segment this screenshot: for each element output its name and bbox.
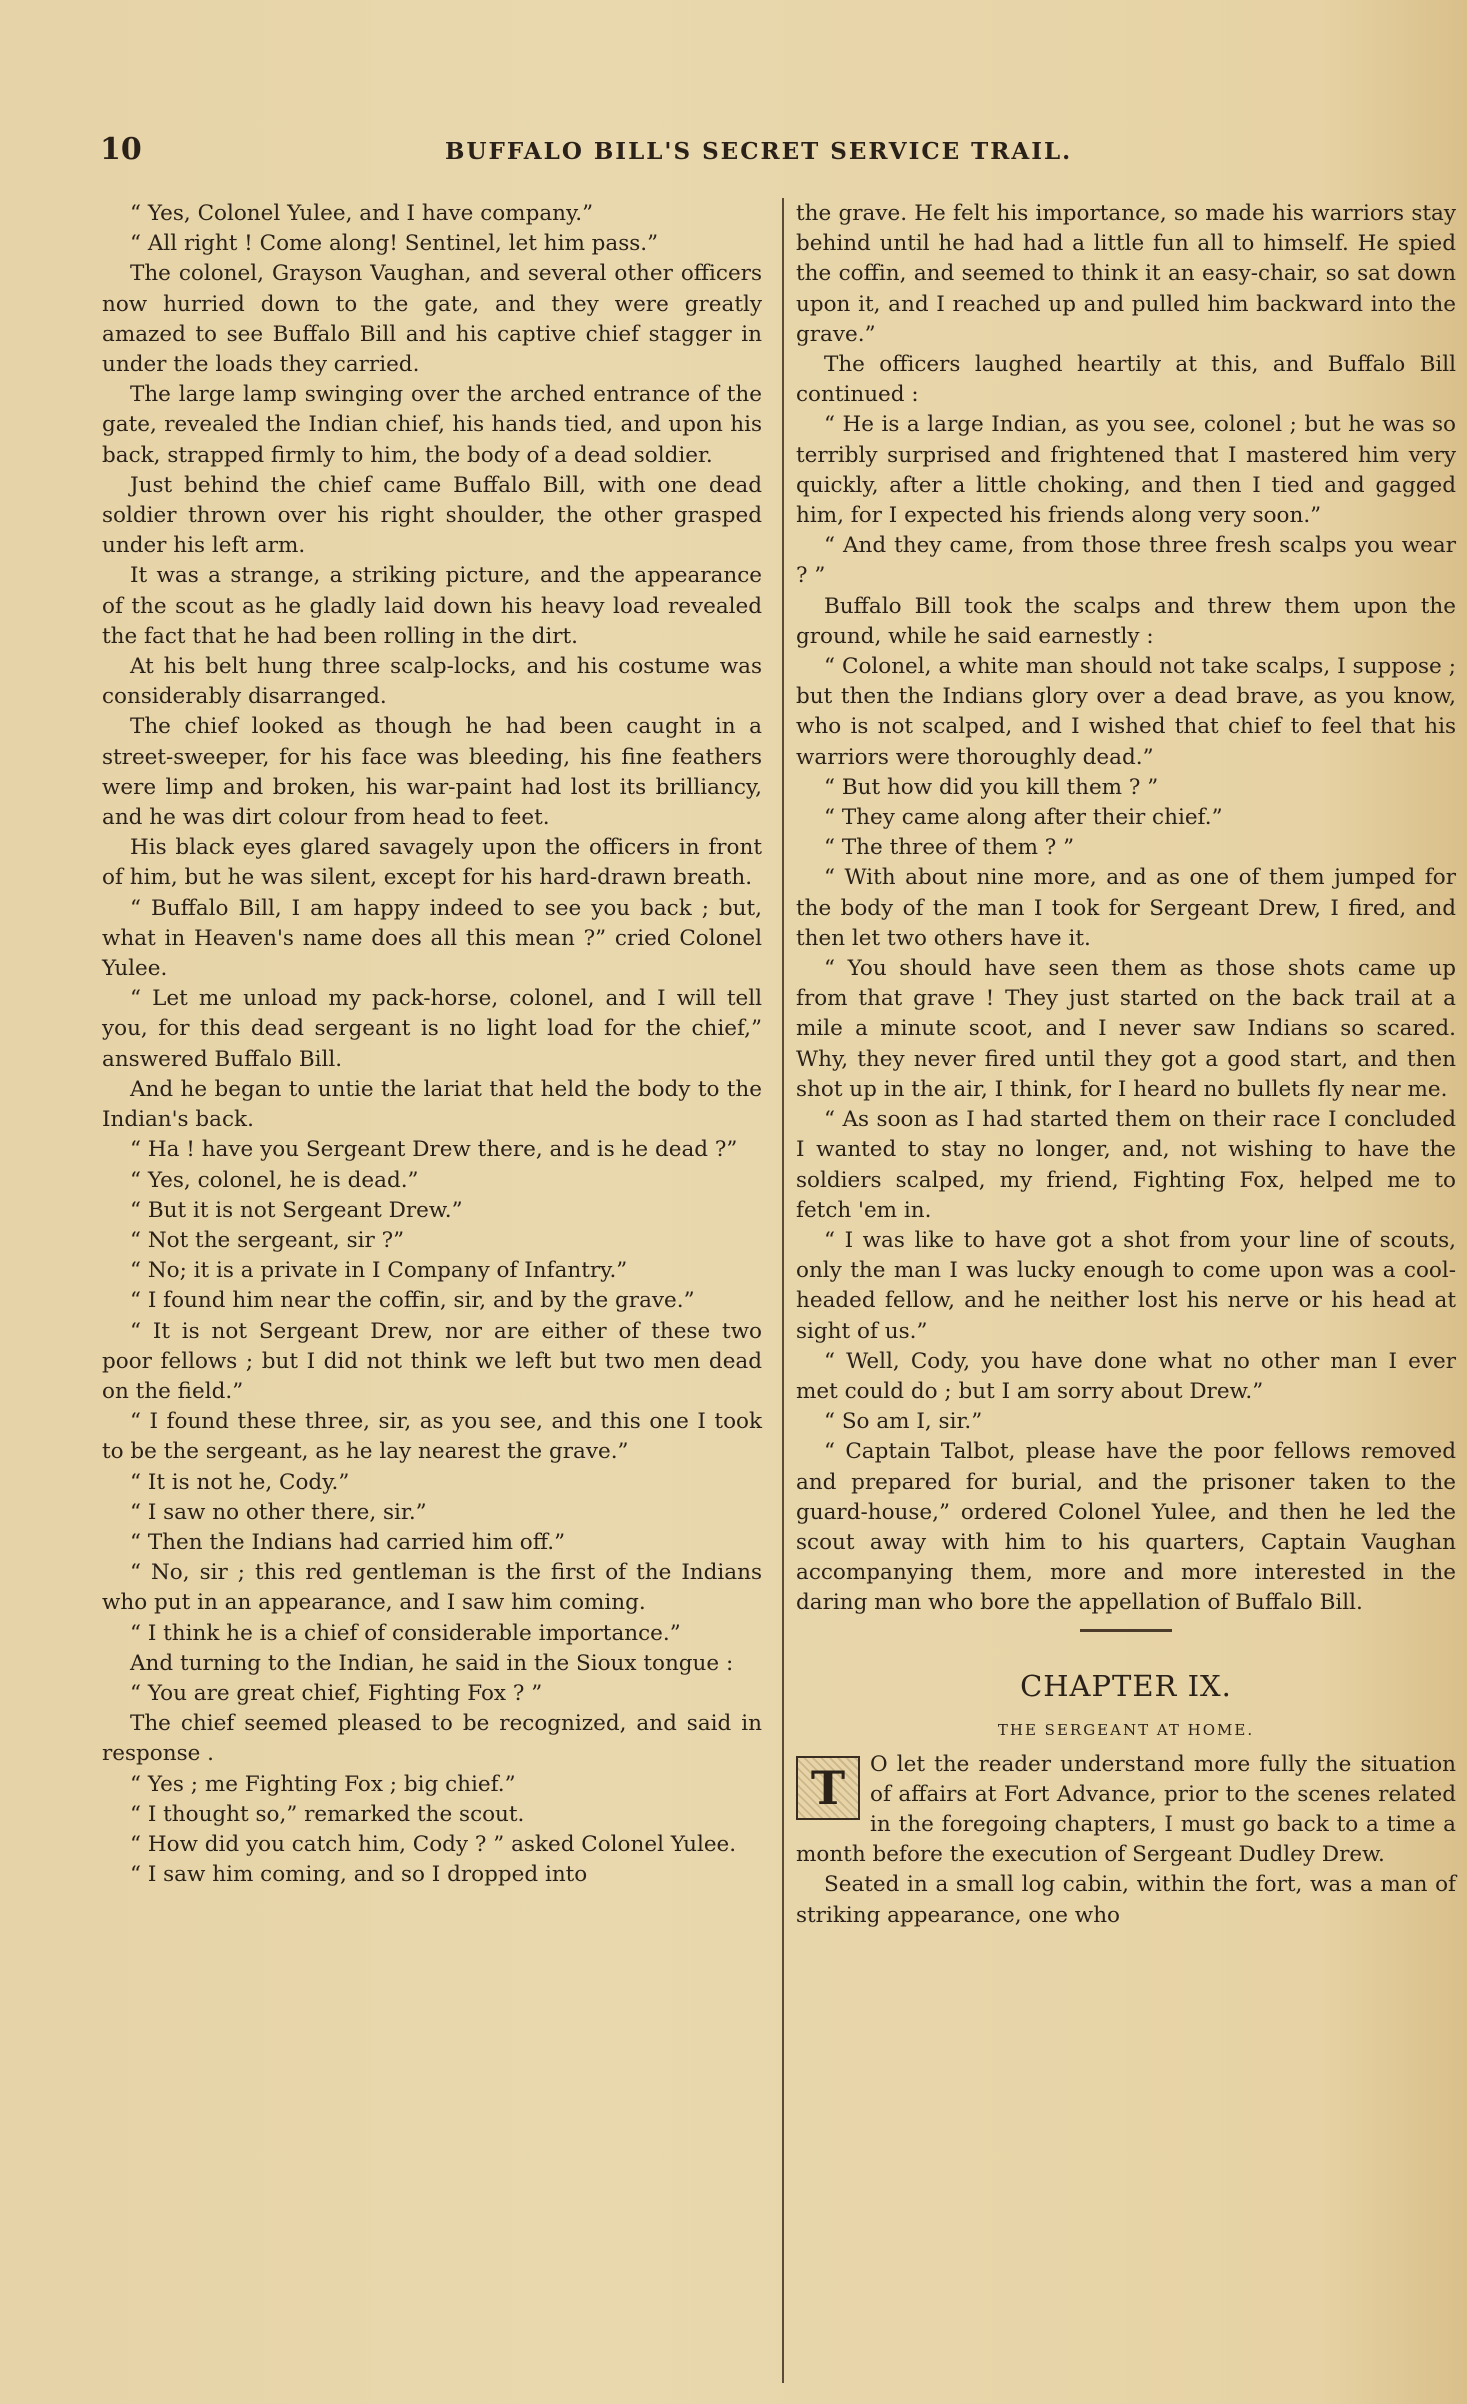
paragraph: The chief looked as though he had been caught in a street-sweeper, for his face was bleeding, his fine feathers were limp and broken, his war-paint had lost its brilliancy, and he was dirt colour from head to feet. — [102, 714, 762, 831]
paragraph: “ I found these three, sir, as you see, and this one I took to be the sergeant, as he lay nearest the grave.” — [102, 1409, 762, 1465]
paragraph: “ As soon as I had started them on their race I concluded I wanted to stay no longer, and, not wishing to have the soldiers scalped, my friend, Fighting Fox, helped me to fetch 'em in. — [796, 1107, 1456, 1223]
page-number: 10 — [100, 132, 142, 167]
paragraph: The large lamp swinging over the arched entrance of the gate, revealed the Indian chief, his hands tied, and upon his back, strapped firmly to him, the body of a dead soldier. — [102, 382, 762, 468]
paragraph: “ Not the sergeant, sir ?” — [130, 1227, 405, 1253]
paragraph: “ He is a large Indian, as you see, colonel ; but he was so terribly surprised and frightened that I mastered him very quickly, after a little choking, and then I tied and gagged him, for I expected his friends along very soon.” — [796, 412, 1456, 529]
paragraph: “ It is not he, Cody.” — [130, 1469, 350, 1495]
paragraph: “ Buffalo Bill, I am happy indeed to see you back ; but, what in Heaven's name does all this mean ?” cried Colonel Yulee. — [102, 895, 762, 982]
paragraph: “ The three of them ? ” — [824, 835, 1075, 861]
paragraph: “ But how did you kill them ? ” — [824, 774, 1159, 800]
paragraph: “ I thought so,” remarked the scout. — [130, 1801, 525, 1827]
paragraph: “ All right ! Come along! Sentinel, let him pass.” — [130, 231, 659, 257]
chapter-second-paragraph: Seated in a small log cabin, within the fort, was a man of striking appearance, one who — [796, 1872, 1456, 1928]
left-column — [102, 199, 762, 1890]
paragraph: “ Captain Talbot, please have the poor fellows removed and prepared for burial, and the prisoner taken to the guard-house,” ordered Colonel Yulee, and then he led the scout away with him to his quarters, Captain Vaughan accompanying them, more and more interested in the daring man who bore the appellation of Buffalo Bill. — [796, 1439, 1456, 1616]
right-column-paragraphs — [796, 199, 1456, 1619]
paragraph: “ Well, Cody, you have done what no other man I ever met could do ; but I am sorry about Drew.” — [796, 1348, 1456, 1404]
drop-cap-letter: T — [796, 1756, 860, 1820]
chapter-title: CHAPTER IX. — [1020, 1668, 1232, 1703]
paragraph: “ You should have seen them as those shots came up from that grave ! They just started on the back trail at a mile a minute scoot, and I never saw Indians so scared. Why, they never fired until they got a good start, and then shot up in the air, I think, for I heard no bullets fly near me. — [796, 956, 1456, 1102]
paragraph: His black eyes glared savagely upon the officers in front of him, but he was silent, except for his hard-drawn breath. — [102, 835, 762, 891]
paragraph: It was a strange, a striking picture, and the appearance of the scout as he gladly laid down his heavy load revealed the fact that he had been rolling in the dirt. — [102, 563, 762, 649]
paragraph: “ I saw no other there, sir.” — [130, 1499, 427, 1525]
paragraph: “ I found him near the coffin, sir, and by the grave.” — [130, 1288, 695, 1314]
paragraph: “ I was like to have got a shot from your line of scouts, only the man I was lucky enough to come upon was a cool-headed fellow, and he neither lost his nerve or his head at sight of us.” — [796, 1227, 1456, 1344]
paragraph: “ Yes, colonel, he is dead.” — [130, 1167, 419, 1193]
paragraph: “ I think he is a chief of considerable importance.” — [130, 1620, 681, 1646]
paragraph: “ No; it is a private in I Company of Infantry.” — [130, 1258, 628, 1284]
paragraph: “ Let me unload my pack-horse, colonel, and I will tell you, for this dead sergeant is no light load for the chief,” answered Buffalo Bill. — [102, 986, 762, 1072]
paragraph: “ No, sir ; this red gentleman is the first of the Indians who put in an appearance, and I saw him coming. — [102, 1560, 762, 1616]
running-title: BUFFALO BILL'S SECRET SERVICE TRAIL. — [445, 138, 1073, 165]
chapter-subtitle: THE SERGEANT AT HOME. — [997, 1720, 1255, 1739]
right-column — [796, 199, 1456, 1931]
paragraph: At his belt hung three scalp-locks, and his costume was considerably disarranged. — [102, 654, 762, 710]
paragraph: “ Colonel, a white man should not take scalps, I suppose ; but then the Indians glory over a dead brave, as you know, who is not scalped, and I wished that chief to feel that his warriors were thoroughly dead.” — [796, 654, 1456, 770]
chapter-opening — [796, 1750, 1456, 1931]
paragraph: “ Then the Indians had carried him off.” — [130, 1529, 566, 1555]
paragraph: “ But it is not Sergeant Drew.” — [130, 1197, 463, 1223]
paragraph: Buffalo Bill took the scalps and threw them upon the ground, while he said earnestly : — [796, 593, 1456, 649]
paragraph: “ So am I, sir.” — [824, 1409, 983, 1435]
paragraph: the grave. He felt his importance, so made his warriors stay behind until he had had a little fun all to himself. He spied the coffin, and seemed to think it an easy-chair, so sat down upon it, and I reached up and pulled him backward into the grave.” — [796, 201, 1456, 347]
paragraph: “ With about nine more, and as one of them jumped for the body of the man I took for Sergeant Drew, I fired, and then let two others have it. — [796, 865, 1456, 951]
paragraph: “ And they came, from those three fresh scalps you wear ? ” — [796, 533, 1456, 589]
paragraph: “ How did you catch him, Cody ? ” asked Colonel Yulee. — [130, 1831, 737, 1857]
paragraph: “ Ha ! have you Sergeant Drew there, and is he dead ?” — [130, 1137, 738, 1163]
paragraph: “ You are great chief, Fighting Fox ? ” — [130, 1680, 543, 1706]
paragraph: “ Yes ; me Fighting Fox ; big chief.” — [130, 1771, 516, 1797]
paragraph: “ I saw him coming, and so I dropped into — [130, 1862, 588, 1888]
paragraph: “ They came along after their chief.” — [824, 805, 1223, 831]
paragraph: And turning to the Indian, he said in the Sioux tongue : — [130, 1650, 734, 1676]
paragraph: “ Yes, Colonel Yulee, and I have company.” — [130, 201, 594, 226]
chapter-opening-paragraph: O let the reader understand more fully the situation of affairs at Fort Advance, prior to the scenes related in the foregoing chapters, I must go back to a time a month before the execution of Sergeant Dudley Drew. — [796, 1751, 1456, 1868]
paragraph: “ It is not Sergeant Drew, nor are either of these two poor fellows ; but I did not think we left but two men dead on the field.” — [102, 1318, 762, 1404]
section-rule — [1080, 1629, 1172, 1632]
paragraph: Just behind the chief came Buffalo Bill, with one dead soldier thrown over his right shoulder, the other grasped under his left arm. — [102, 472, 762, 559]
column-divider — [782, 198, 784, 2383]
page-header — [100, 132, 1460, 172]
paragraph: The chief seemed pleased to be recognized, and said in response . — [102, 1711, 762, 1767]
paragraph: The colonel, Grayson Vaughan, and several other officers now hurried down to the gate, and they were greatly amazed to see Buffalo Bill and his captive chief stagger in under the loads they carried. — [102, 261, 762, 378]
paragraph: The officers laughed heartily at this, and Buffalo Bill continued : — [796, 352, 1456, 408]
paragraph: And he began to untie the lariat that held the body to the Indian's back. — [102, 1076, 762, 1133]
